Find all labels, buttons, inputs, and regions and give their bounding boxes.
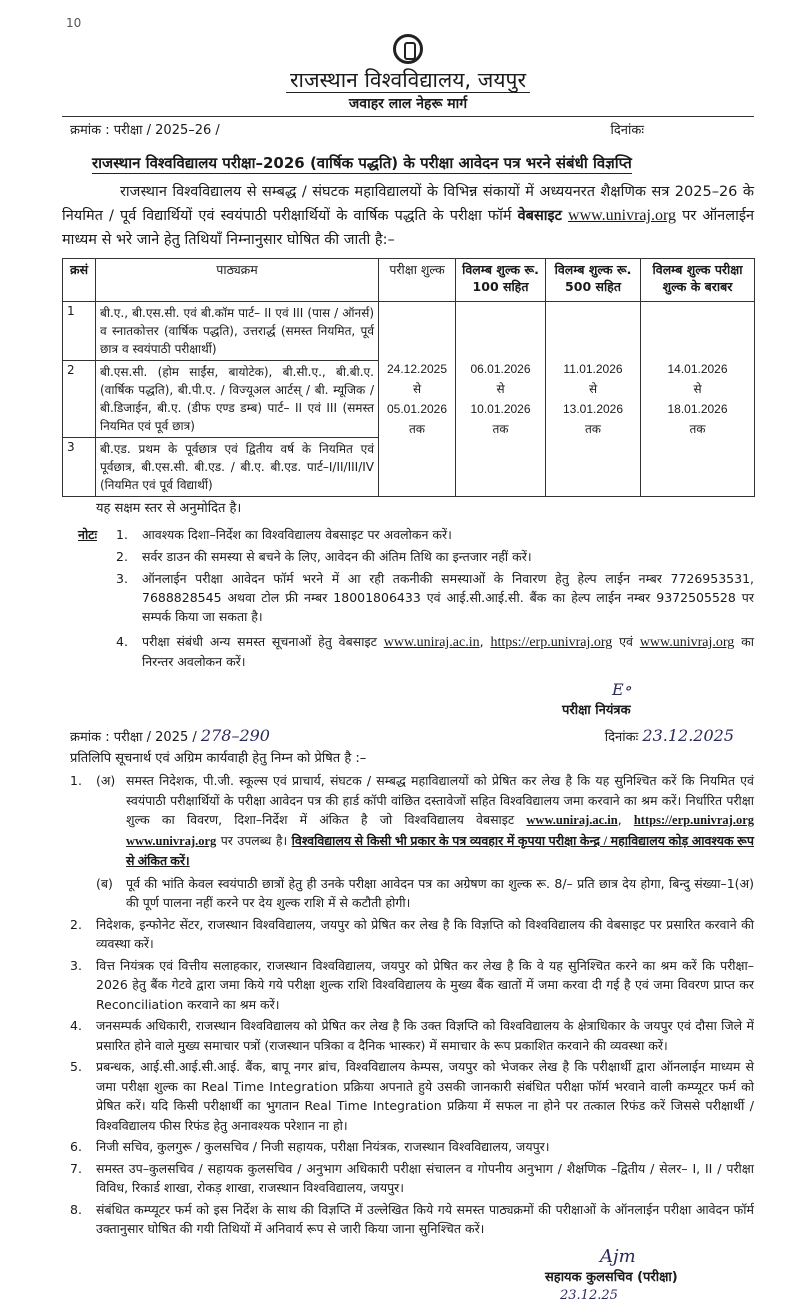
copy-item: 2. निदेशक, इन्फोनेट सेंटर, राजस्थान विश्वविद्यालय, जयपुर को प्रेषित कर लेख है कि विज्ञप्ति को विश्वविद्यालय की वेबसाइट पर प्रसारित करवाने की व्यवस्था करें। bbox=[70, 916, 754, 951]
note-item: 3. ऑनलाईन परीक्षा आवेदन फॉर्म भरने में आ रही तकनीकी समस्याओं के निवारण हेतु हेल्प लाईन नम्बर 7726953531, 7688828545 अथवा टोल फ्री नम्बर 18001806433 एवं आई.सी.आई.सी. बैंक का हेल्प लाईन नम्बर 9372505528 पर सम्पर्क किया जा सकता है। bbox=[116, 571, 754, 624]
copy-heading: प्रतिलिपि सूचनार्थ एवं अग्रिम कार्यवाही हेतु निम्न को प्रेषित है :– bbox=[70, 751, 367, 766]
dispatch-reference: क्रमांक : परीक्षा / 2025 / 278–290 bbox=[70, 726, 270, 745]
copy-item: 5. प्रबन्धक, आई.सी.आई.सी.आई. बैंक, बापू नगर ब्रांच, विश्वविद्यालय केम्पस, जयपुर को भेजकर लेख है कि परीक्षार्थी द्वारा ऑनलाईन माध्यम से जमा परीक्षा शुल्क का Real Time Integration प्रक्रिया अपनाते हुये उसकी जानकारी संबंधित परीक्षा फॉर्म भरवाने वाली कम्प्यूटर फर्म को प्रेषित करें। यदि किसी परीक्षार्थी का भुगतान Real Time Integration प्रक्रिया में सफल ना होने पर तत्काल रिफंड करें जिससे परीक्षार्थी / विश्वविद्यालय फीस रिफंड हेतु अनावश्यक परेशान ना हो। bbox=[70, 1059, 754, 1133]
copy-item: 4. जनसम्पर्क अधिकारी, राजस्थान विश्वविद्यालय को प्रेषित कर लेख है कि उक्त विज्ञप्ति को विश्वविद्यालय के क्षेत्राधिकार के जयपुर एवं दौसा जिले में प्रसारित होने वाले मुख्य समाचार पत्रों (राजस्थान पत्रिका व दैनिक भास्कर) में समाचार के रूप प्रकाशित करवाने की व्यवस्था करें। bbox=[70, 1018, 754, 1053]
table-header-row bbox=[63, 259, 755, 302]
copy-item: 8. संबंधित कम्प्यूटर फर्म को इस निर्देश के साथ की विज्ञप्ति में उल्लेखित किये गये समस्त पाठ्यक्रमों की परीक्षाओं के ऑनलाईन परीक्षा आवेदन फॉर्म उक्तानुसार घोषित की गयी तिथियों में अनिवार्य रूप से जारी किया जाना सुनिश्चित करें। bbox=[70, 1201, 754, 1236]
notice-title: राजस्थान विश्वविद्यालय परीक्षा–2026 (वार्षिक पद्धति) के परीक्षा आवेदन पत्र भरने संबंधी विज्ञप्ति bbox=[92, 154, 632, 172]
controller-initials: E॰ bbox=[612, 680, 631, 699]
dispatch-date: दिनांकः 23.12.2025 bbox=[604, 726, 734, 745]
schedule-table bbox=[62, 258, 755, 497]
reference-row bbox=[62, 117, 754, 141]
intro-paragraph: राजस्थान विश्वविद्यालय से सम्बद्ध / संघटक महाविद्यालयों के विभिन्न संकायों में अध्ययनरत शैक्षणिक सत्र 2025–26 के नियमित / पूर्व विद्यार्थियों एवं स्वयंपाठी परीक्षार्थियों के वार्षिक पद्धति के परीक्षा फॉर्म वेबसाइट www.univraj.org पर ऑनलाईन माध्यम से भरे जाने हेतु तिथियाँ निम्नानुसार घोषित की जाती है:– bbox=[62, 184, 754, 248]
website-link[interactable]: www.univraj.org bbox=[126, 833, 217, 848]
handwritten-date: 23.12.25 bbox=[560, 1287, 618, 1303]
table-row bbox=[63, 302, 755, 361]
copy-item: (ब) पूर्व की भांति केवल स्वयंपाठी छात्रों हेतु ही उनके परीक्षा आवेदन पत्र का अग्रेषण का शुल्क रू. 8/– प्रति छात्र देय होगा, बिन्दु संख्या–1(अ) की पूर्ण पालना नहीं करने पर देय शुल्क राशि में से कटौती होगी। bbox=[96, 875, 754, 910]
note-item: 2. सर्वर डाउन की समस्या से बचने के लिए, आवेदन की अंतिम तिथि का इन्तजार नहीं करें। bbox=[116, 549, 532, 564]
copy-item: 3. वित्त नियंत्रक एवं वित्तीय सलाहकार, राजस्थान विश्वविद्यालय, जयपुर को प्रेषित कर लेख है कि वे यह सुनिश्चित करने का श्रम करें कि परीक्षा–2026 हेतु बैंक गेटवे द्वारा जमा किये गये परीक्षा शुल्क राशि विश्वविद्यालय के मुख्य बैंक खातों में जमा करवा दी गई है एवं जमा विवरण प्राप्त कर Reconciliation करवाने का श्रम करें। bbox=[70, 957, 754, 1012]
signatory-title: सहायक कुलसचिव (परीक्षा) bbox=[545, 1269, 678, 1285]
date-range-cell: 24.12.2025 से 05.01.2026 तक bbox=[379, 302, 456, 497]
signature: Ajm bbox=[600, 1245, 636, 1267]
column-header: क्रसं bbox=[63, 259, 96, 302]
course-cell: बी.एस.सी. (होम साईंस, बायोटेक), बी.सी.ए., बी.बी.ए. (वार्षिक पद्धति), बी.पी.ए. / विज्यूअल आर्टस् / बी. म्यूजिक / बी.डिजाईन, बी.ए. (डीफ एण्ड डम्ब) पार्ट– II एवं III (समस्त नियमित एवं पूर्व छात्र) bbox=[96, 361, 379, 438]
page-number: 10 bbox=[66, 16, 82, 30]
copy-list bbox=[62, 771, 754, 1239]
column-header: विलम्ब शुल्क रू. 100 सहित bbox=[456, 259, 546, 302]
notes-section bbox=[78, 525, 754, 671]
copy-item: 6. निजी सचिव, कुलगुरू / कुलसचिव / निजी सहायक, परीक्षा नियंत्रक, राजस्थान विश्वविद्यालय, जयपुर। bbox=[70, 1139, 550, 1154]
signatory-block bbox=[62, 1245, 754, 1305]
university-seal-logo bbox=[393, 34, 423, 64]
serial-cell: 2 bbox=[63, 361, 96, 438]
course-cell: बी.एड. प्रथम के पूर्वछात्र एवं द्वितीय वर्ष के नियमित एवं पूर्वछात्र, बी.एस.सी. बी.एड. / बी.ए. बी.एड. पार्ट–I/II/III/IV (नियमित एवं पूर्व विद्यार्थी) bbox=[96, 438, 379, 497]
website-link[interactable]: www.univraj.org bbox=[639, 635, 735, 650]
dispatch-row bbox=[62, 721, 754, 749]
serial-cell: 1 bbox=[63, 302, 96, 361]
approval-statement: यह सक्षम स्तर से अनुमोदित है। bbox=[96, 501, 242, 516]
column-header: पाठ्यक्रम bbox=[96, 259, 379, 302]
reference-number: क्रमांक : परीक्षा / 2025–26 / bbox=[70, 123, 220, 138]
website-link[interactable]: www.uniraj.ac.in bbox=[526, 813, 618, 827]
date-range-cell: 11.01.2026 से 13.01.2026 तक bbox=[546, 302, 641, 497]
notes-label: नोटः bbox=[78, 527, 98, 542]
emphasis-text: विश्वविद्यालय से किसी भी प्रकार के पत्र व्यवहार में कृपया परीक्षा केन्द्र / महाविद्यालय कोड़ आवश्यक रूप से अंकित करें। bbox=[126, 833, 754, 868]
date-range-cell: 06.01.2026 से 10.01.2026 तक bbox=[456, 302, 546, 497]
website-link[interactable]: https://erp.univraj.org bbox=[633, 813, 754, 827]
note-item: 4. परीक्षा संबंधी अन्य समस्त सूचनाओं हेतु वेबसाइट www.uniraj.ac.in, https://erp.univraj.org एवं www.univraj.org का निरन्तर अवलोकन करें। bbox=[116, 634, 754, 669]
copy-item: 1. (अ) समस्त निदेशक, पी.जी. स्कूल्स एवं प्राचार्य, संघटक / सम्बद्ध महाविद्यालयों को प्रेषित कर लेख है कि यह सुनिश्चित करें कि नियमित एवं स्वयंपाठी परीक्षार्थियों के परीक्षा आवेदन पत्र की हार्ड कॉपी वांछित दस्तावेजों सहित विश्वविद्यालय जमा करवाने का श्रम करें। निर्धारित परीक्षा शुल्क का विवरण, दिशा–निर्देश में अंकित है जो विश्वविद्यालय वेबसाइट www.uniraj.ac.in, https://erp.univraj.org www.univraj.org पर उपलब्ध है। विश्वविद्यालय से किसी भी प्रकार के पत्र व्यवहार में कृपया परीक्षा केन्द्र / महाविद्यालय कोड़ आवश्यक रूप से अंकित करें। bbox=[70, 773, 754, 868]
column-header: परीक्षा शुल्क bbox=[379, 259, 456, 302]
course-cell: बी.ए., बी.एस.सी. एवं बी.कॉम पार्ट– II एवं III (पास / ऑनर्स) व स्नातकोत्तर (वार्षिक पद्धति), उत्तरार्द्ध (समस्त नियमित, पूर्व छात्र व स्वयंपाठी परीक्षार्थी) bbox=[96, 302, 379, 361]
university-name: राजस्थान विश्वविद्यालय, जयपुर bbox=[62, 66, 754, 94]
university-address: जवाहर लाल नेहरू मार्ग bbox=[348, 96, 468, 112]
date-range-cell: 14.01.2026 से 18.01.2026 तक bbox=[641, 302, 755, 497]
serial-cell: 3 bbox=[63, 438, 96, 497]
website-link[interactable]: https://erp.univraj.org bbox=[490, 635, 613, 650]
column-header: विलम्ब शुल्क रू. 500 सहित bbox=[546, 259, 641, 302]
column-header: विलम्ब शुल्क परीक्षा शुल्क के बराबर bbox=[641, 259, 755, 302]
copy-item: 7. समस्त उप–कुलसचिव / सहायक कुलसचिव / अनुभाग अधिकारी परीक्षा संचालन व गोपनीय अनुभाग / शैक्षणिक –द्वितीय / सेलर– I, II / परीक्षा विविध, रिकार्ड शाखा, रोकड़ शाखा, राजस्थान विश्वविद्यालय, जयपुर। bbox=[70, 1160, 754, 1195]
website-link[interactable]: www.univraj.org bbox=[568, 207, 677, 224]
date-label: दिनांकः bbox=[610, 123, 644, 138]
website-link[interactable]: www.uniraj.ac.in bbox=[383, 635, 480, 650]
controller-title: परीक्षा नियंत्रक bbox=[562, 703, 631, 718]
note-item: नोटः 1. आवश्यक दिशा–निर्देश का विश्वविद्यालय वेबसाइट पर अवलोकन करें। bbox=[78, 527, 452, 542]
